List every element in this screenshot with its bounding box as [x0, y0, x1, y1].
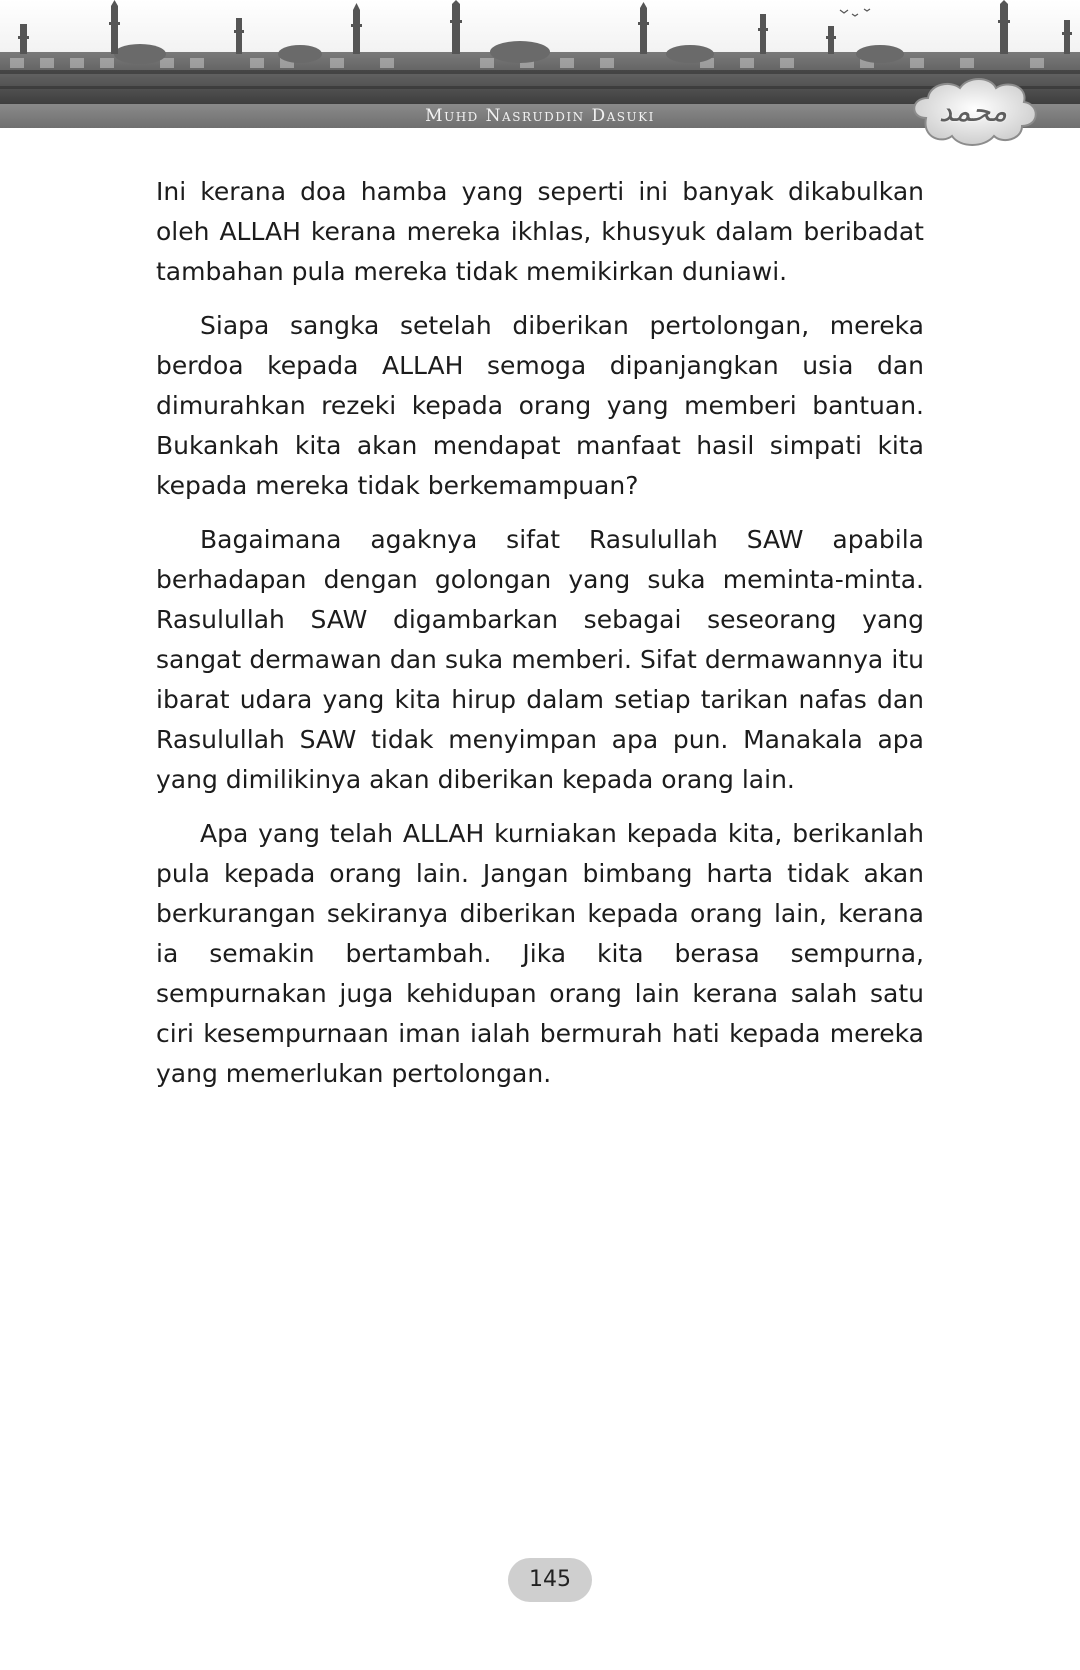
paragraph-4: Apa yang telah ALLAH kurniakan kepada kita, berikanlah pula kepada orang lain. Jangan bimbang harta tidak akan berkurangan sekiranya diberikan kepada orang lain, kerana ia semakin bertambah. Jika kita berasa sempurna, sempurnakan juga kehidupan orang lain kerana salah satu ciri kesempurnaan iman ialah bermurah hati kepada mereka yang memerlukan pertolongan.: [156, 819, 924, 1088]
page-body: [156, 172, 924, 1108]
page-number: 145: [529, 1567, 571, 1592]
paragraph-1: Ini kerana doa hamba yang seperti ini banyak dikabulkan oleh ALLAH kerana mereka ikhlas, khusyuk dalam beribadat tambahan pula mereka tidak memikirkan duniawi.: [156, 177, 924, 286]
paragraph-2: Siapa sangka setelah diberikan pertolongan, mereka berdoa kepada ALLAH semoga dipanjangkan usia dan dimurahkan rezeki kepada orang yang memberi bantuan. Bukankah kita akan mendapat manfaat hasil simpati kita kepada mereka tidak berkemampuan?: [156, 311, 924, 500]
muhammad-calligraphy: محمد: [938, 94, 1008, 129]
paragraph-3: Bagaimana agaknya sifat Rasulullah SAW apabila berhadapan dengan golongan yang suka meminta-minta. Rasulullah SAW digambarkan sebagai seseorang yang sangat dermawan dan suka memberi. Sifat dermawannya itu ibarat udara yang kita hirup dalam setiap tarikan nafas dan Rasulullah SAW tidak menyimpan apa pun. Manakala apa yang dimilikinya akan diberikan kepada orang lain.: [156, 525, 924, 794]
running-header-author: Muhd Nasruddin Dasuki: [425, 106, 655, 126]
